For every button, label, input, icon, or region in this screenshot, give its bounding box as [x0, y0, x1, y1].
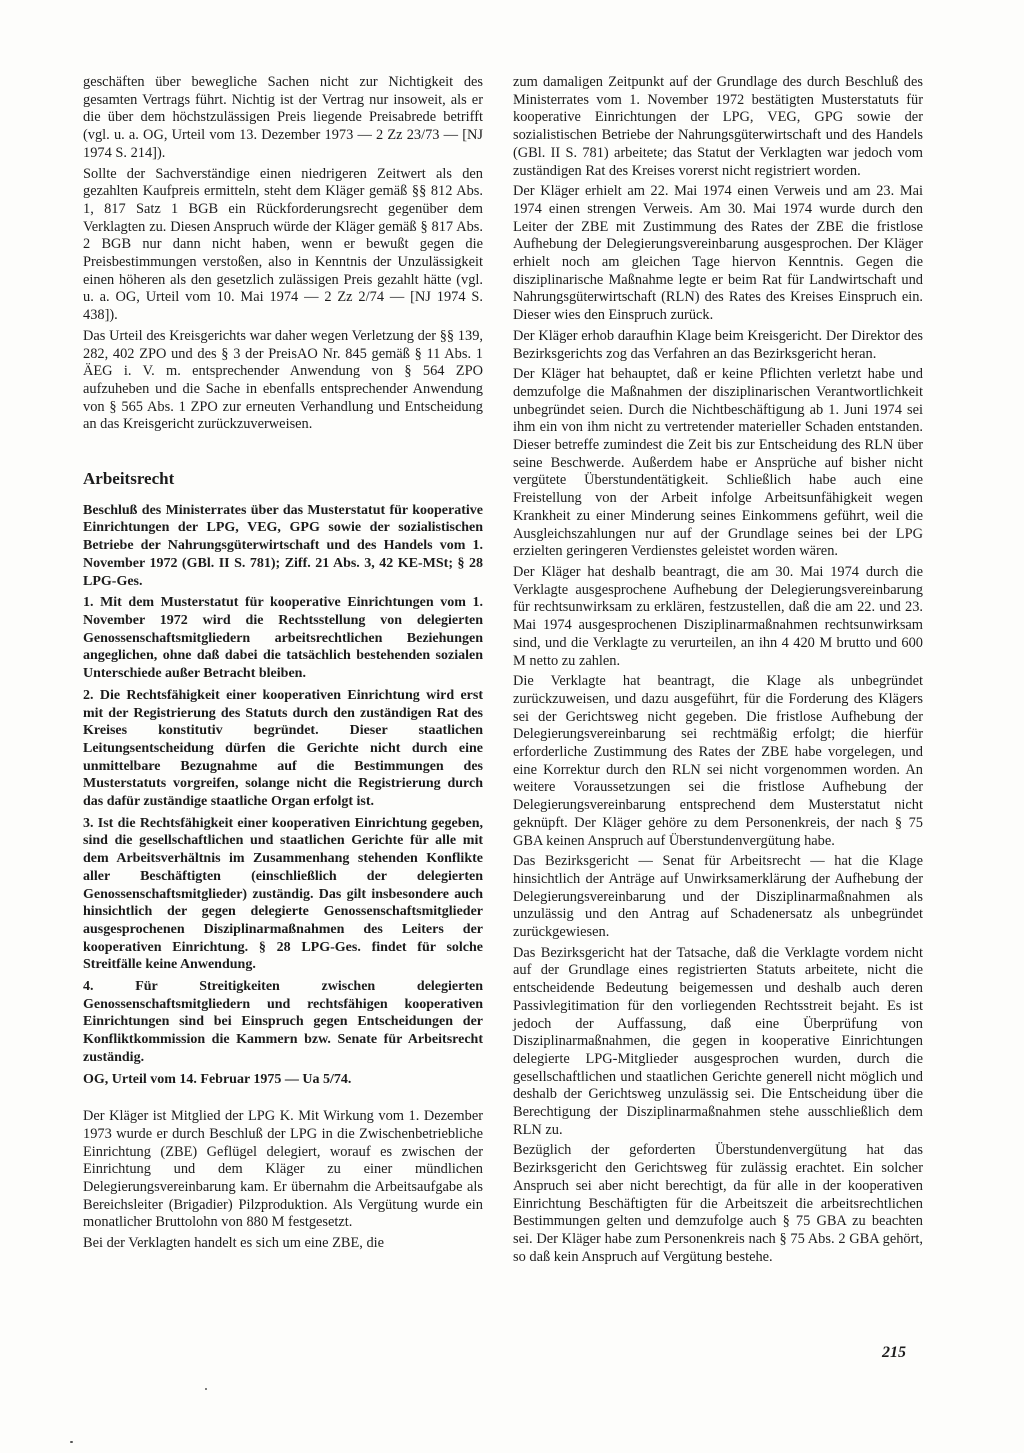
paragraph: geschäften über bewegliche Sachen nicht zur Nichtigkeit des gesamten Vertrags führt. Nichtig ist der Vertrag nur insoweit, als er die über dem höchstzulässigen Preis liegende Preisabrede betrifft (vgl. u. a. OG, Urteil vom 13. Dezember 1973 — 2 Zz 23/73 — [NJ 1974 S. 214]).	[83, 74, 483, 161]
headnote-item: 2. Die Rechtsfähigkeit einer kooperativen Einrichtung wird erst mit der Registrierung des Statuts durch den zuständigen Rat des Kreises konstitutiv begründet. Dieser staatlichen Leitungsentscheidung dürfen die Gerichte nicht durch eine unmittelbare Bezugnahme auf die Bestimmungen des Musterstatuts vorgreifen, solange nicht die Registrierung durch das dafür zuständige staatliche Organ erfolgt ist.	[83, 687, 483, 810]
paragraph: Bei der Verklagten handelt es sich um eine ZBE, die	[83, 1235, 385, 1252]
paragraph: Der Kläger erhob daraufhin Klage beim Kreisgericht. Der Direktor des Bezirksgerichts zog das Verfahren an das Bezirksgericht heran.	[513, 327, 923, 362]
headnote-item: 3. Ist die Rechtsfähigkeit einer kooperativen Einrichtung gegeben, sind die gesellschaftlichen und staatlichen Gerichte für alle mit dem Arbeitsverhältnis im Zusammenhang stehenden Konflikte aller Beschäftigten (einschließlich der delegierten Genossenschaftsmitglieder) zuständig. Das gilt insbesondere auch hinsichtlich der gegen delegierte Genossenschaftsmitglieder ausgesprochenen Disziplinarmaßnahmen des Leiters der kooperativen Einrichtung. § 28 LPG-Ges. findet für solche Streitfälle keine Anwendung.	[83, 815, 483, 973]
paragraph: Sollte der Sachverständige einen niedrigeren Zeitwert als den gezahlten Kaufpreis ermitteln, steht dem Kläger gemäß §§ 812 Abs. 1, 817 Satz 1 BGB ein Rückforderungsrecht gegenüber dem Verklagten zu. Diesen Anspruch würde der Kläger gemäß § 817 Abs. 2 BGB nur dann nicht haben, wenn er bewußt gegen die Preisbestimmungen verstoßen, also in Kenntnis der Unzulässigkeit einen höheren als den gesetzlich zulässigen Preis gezahlt hätte (vgl. u. a. OG, Urteil vom 10. Mai 1974 — 2 Zz 2/74 — [NJ 1974 S. 438]).	[83, 165, 483, 324]
paragraph: zum damaligen Zeitpunkt auf der Grundlage des durch Beschluß des Ministerrates vom 1. November 1972 bestätigten Musterstatuts für kooperative Einrichtungen der LPG, VEG, GPG sowie der sozialistischen Betriebe der Nahrungsgüterwirtschaft und des Handels (GBl. II S. 781) arbeitete; das Statut der Verklagten war jedoch vom zuständigen Rat des Kreises vorerst nicht registriert worden.	[513, 74, 923, 179]
paragraph: Bezüglich der geforderten Überstundenvergütung hat das Bezirksgericht den Gerichtsweg für zulässig erachtet. Ein solcher Anspruch sei aber nicht berechtigt, da für alle in der kooperativen Einrichtung Beschäftigten für die Arbeitszeit die arbeitsrechtlichen Bestimmungen gelten und demzufolge auch § 75 GBA zu beachten sei. Der Kläger habe zum Personenkreis nach § 75 Abs. 2 GBA gehört, so daß kein Anspruch auf Vergütung bestehe.	[513, 1142, 923, 1265]
paragraph: Der Kläger hat deshalb beantragt, die am 30. Mai 1974 durch die Verklagte ausgesprochene Aufhebung der Delegierungsvereinbarung für rechtsunwirksam zu erklären, festzustellen, daß die am 22. und 23. Mai 1974 ausgesprochenen Disziplinarmaßnahmen rechtsunwirksam sind, und die Verklagte zu verurteilen, an ihn 4 420 M brutto und 600 M netto zu zahlen.	[513, 563, 923, 669]
right-column	[513, 74, 923, 1269]
paragraph: Das Bezirksgericht — Senat für Arbeitsrecht — hat die Klage hinsichtlich der Anträge auf Unwirksamerklärung der Aufhebung der Delegierungsvereinbarung und der Disziplinarmaßnahmen als unzulässig und den Antrag auf Schadenersatz als unbegründet zurückgewiesen.	[513, 853, 923, 941]
paragraph: Das Urteil des Kreisgerichts war daher wegen Verletzung der §§ 139, 282, 402 ZPO und des § 3 der PreisAO Nr. 845 gemäß § 11 Abs. 1 ÄEG i. V. m. entsprechender Anwendung von § 564 ZPO aufzuheben und die Sache in ebenfalls entsprechender Anwendung von § 565 Abs. 1 ZPO zur erneuten Verhandlung und Entscheidung an das Kreisgericht zurückzuverweisen.	[83, 327, 483, 433]
paragraph: Das Bezirksgericht hat der Tatsache, daß die Verklagte vordem nicht auf der Grundlage eines registrierten Statuts arbeitete, nicht die entscheidende Bedeutung beigemessen und deshalb auch deren Passivlegitimation für den vorliegenden Rechtsstreit bejaht. Es ist jedoch der Auffassung, daß eine Überprüfung von Disziplinarmaßnahmen, die gegen in kooperative Einrichtungen delegierte LPG-Mitglieder ausgesprochen wurden, durch die gesellschaftlichen und staatlichen Gerichte generell nicht möglich und deshalb der Gerichtsweg unzulässig sei. Die Entscheidung über die Berechtigung der Disziplinarmaßnahmen stehe ausschließlich dem RLN zu.	[513, 944, 923, 1138]
headnote-item: 4. Für Streitigkeiten zwischen delegierten Genossenschaftsmitgliedern und rechtsfähigen kooperativen Einrichtungen sind bei Einspruch gegen Entscheidungen der Konfliktkommission die Kammern bzw. Senate für Arbeitsrecht zuständig.	[83, 979, 483, 1065]
paragraph: Die Verklagte hat beantragt, die Klage als unbegründet zurückzuweisen, und dazu ausgeführt, für die Forderung des Klägers sei der Gerichtsweg nicht gegeben. Die fristlose Aufhebung der Delegierungsvereinbarung sei rechtmäßig erfolgt; die hierfür erforderliche Zustimmung des Rates der ZBE habe vorgelegen, und eine Korrektur durch den RLN sei nicht vorgenommen worden. An weitere Voraussetzungen sei die fristlose Aufhebung der Delegierungsvereinbarung entsprechend dem Musterstatut nicht geknüpft. Der Kläger gehöre zu dem Personenkreis, der nach § 75 GBA keinen Anspruch auf Überstundenvergütung habe.	[513, 673, 923, 849]
paragraph: Der Kläger hat behauptet, daß er keine Pflichten verletzt habe und demzufolge die Maßnahmen der disziplinarischen Verantwortlichkeit unbegründet seien. Durch die Nichtbeschäftigung ab 1. Juni 1974 sei ihm ein von ihm nicht zu vertretender materieller Schaden entstanden. Dieser betreffe zumindest die Zeit bis zur Entscheidung des RLN über seine Beschwerde. Außerdem habe er Ansprüche auf bisher nicht vergütete Überstundentätigkeit. Schließlich habe auch eine Freistellung von der Arbeit infolge Arbeitsunfähigkeit wegen Krankheit zu einer Minderung seines Einkommens geführt, weil die Ausgleichszahlungen nur auf der Grundlage seines bei der LPG erzielten geringeren Verdienstes geleistet worden wären.	[513, 366, 923, 560]
headnote-item: 1. Mit dem Musterstatut für kooperative Einrichtungen vom 1. November 1972 wird die Rechtsstellung von delegierten Genossenschaftsmitgliedern arbeitsrechtlichen Beziehungen angeglichen, ohne daß dabei die tatsächlich bestehenden sozialen Unterschiede außer Betracht bleiben.	[83, 595, 483, 682]
headnote-intro: Beschluß des Ministerrates über das Musterstatut für kooperative Einrichtungen der LPG, VEG, GPG sowie der sozialistischen Betriebe der Nahrungsgüterwirtschaft und des Handels vom 1. November 1972 (GBl. II S. 781); Ziff. 21 Abs. 3, 42 KE-MSt; § 28 LPG-Ges.	[83, 502, 483, 589]
paragraph: Der Kläger erhielt am 22. Mai 1974 einen Verweis und am 23. Mai 1974 einen strengen Verweis. Am 30. Mai 1974 wurde durch den Leiter der ZBE mit Zustimmung des Rates der ZBE die fristlose Aufhebung der Delegierungsvereinbarung ausgesprochen. Der Kläger erhielt noch am gleichen Tage hiervon Kenntnis. Gegen die disziplinarische Maßnahme legte er beim Rat für Landwirtschaft und Nahrungsgüterwirtschaft (RLN) des Rates des Kreises Einspruch ein. Dieser wies den Einspruch zurück.	[513, 183, 923, 324]
page-number: 215	[882, 1344, 906, 1361]
court-ruling-reference: OG, Urteil vom 14. Februar 1975 — Ua 5/74.	[83, 1071, 352, 1087]
paragraph: Der Kläger ist Mitglied der LPG K. Mit Wirkung vom 1. Dezember 1973 wurde er durch Beschluß der LPG in die Zwischenbetriebliche Einrichtung (ZBE) Geflügel delegiert, worauf es zwischen der Einrichtung und dem Kläger zu einer mündlichen Delegierungsvereinbarung kam. Er übernahm die Arbeitsaufgabe als Bereichsleiter (Brigadier) Pilzproduktion. Als Vergütung wurde ein monatlicher Bruttolohn von 880 M festgesetzt.	[83, 1108, 483, 1231]
section-heading: Arbeitsrecht	[83, 469, 175, 489]
scan-speck	[70, 1441, 73, 1443]
left-column	[83, 74, 483, 1256]
scan-speck	[205, 1388, 207, 1390]
